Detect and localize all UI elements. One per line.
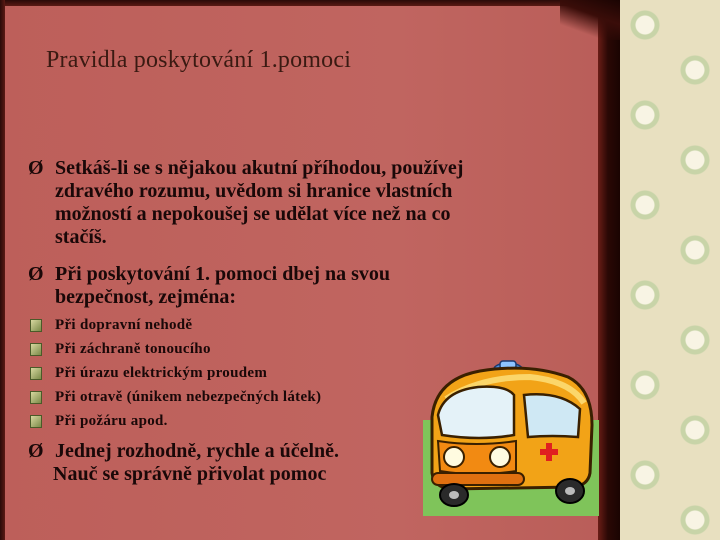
sub-item-text: Při úrazu elektrickým proudem xyxy=(55,365,268,381)
bullet-arrow-icon: Ø xyxy=(28,263,44,285)
square-bullet-icon xyxy=(30,415,42,428)
ambulance-icon xyxy=(420,355,600,510)
bullet-line: Setkáš-li se s nějakou akutní příhodou, používej xyxy=(55,157,464,179)
bullet-item xyxy=(28,263,588,309)
bullet-line: Jednej rozhodně, rychle a účelně. xyxy=(55,440,340,462)
square-bullet-icon xyxy=(30,319,42,332)
sub-list-item xyxy=(30,340,211,358)
frame-left xyxy=(0,0,5,540)
bullet-arrow-icon: Ø xyxy=(28,440,44,462)
sub-list-item xyxy=(30,412,168,430)
bullet-line: bezpečnost, zejména: xyxy=(55,286,237,308)
decorative-pattern-strip xyxy=(620,0,720,540)
bullet-item xyxy=(28,440,428,486)
bullet-line: zdravého rozumu, uvědom si hranice vlastních xyxy=(55,180,453,202)
bullet-line: Nauč se správně přivolat pomoc xyxy=(53,463,327,485)
sub-item-text: Při požáru apod. xyxy=(55,413,168,429)
sub-item-text: Při záchraně tonoucího xyxy=(55,341,211,357)
frame-corner xyxy=(560,0,620,40)
sub-list-item xyxy=(30,388,321,406)
bullet-arrow-icon: Ø xyxy=(28,157,44,179)
sub-list-item xyxy=(30,316,192,334)
bullet-line: stačíš. xyxy=(55,226,107,248)
sub-list-item xyxy=(30,364,267,382)
bullet-line: možností a nepokoušej se udělat více než na co xyxy=(55,203,451,225)
sub-item-text: Při dopravní nehodě xyxy=(55,317,193,333)
bullet-line: Při poskytování 1. pomoci dbej na svou xyxy=(55,263,391,285)
square-bullet-icon xyxy=(30,367,42,380)
frame-right xyxy=(598,0,620,540)
slide-title: Pravidla poskytování 1.pomoci xyxy=(46,47,352,73)
bullet-item xyxy=(28,157,588,249)
sub-item-text: Při otravě (únikem nebezpečných látek) xyxy=(55,389,322,405)
square-bullet-icon xyxy=(30,391,42,404)
frame-top xyxy=(0,0,620,6)
square-bullet-icon xyxy=(30,343,42,356)
